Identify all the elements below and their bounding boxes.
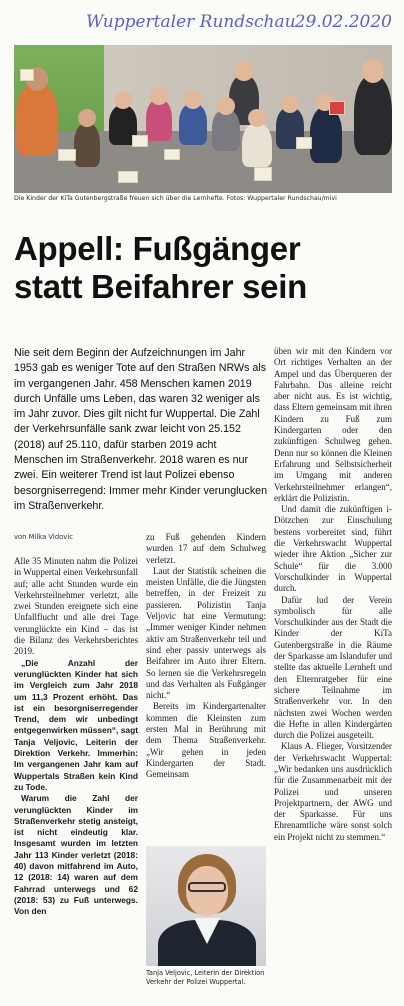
headline-line: Appell: Fußgänger xyxy=(14,230,301,267)
paragraph: zu Fuß gehenden Kindern wurden 17 auf dem Schulweg verletzt. xyxy=(146,532,266,565)
paragraph-bold xyxy=(14,793,138,917)
handwritten-annotation xyxy=(86,12,398,42)
paragraph: Dafür lud der Verein symbolisch für alle Vorschulkinder aus der Stadt die Kinder der KiTa Gutenbergstraße in die Räume der Sparkasse am Islandufer und stellte das aktuelle Lernheft und den Elternratgeber für eine sichere Teilnahme im Straßenverkehr vor. In den nächsten zwei Wochen werden die Hefte in allen Kindergärten durch die Polizei ausgeteilt. xyxy=(274,594,392,741)
group-photo xyxy=(14,45,392,193)
headline-line: statt Beifahrer sein xyxy=(14,268,307,305)
paragraph: üben wir mit den Kindern vor Ort richtiges Verhalten an der Ampel und das Überqueren der Fahrbahn. Das alleine reicht aber nicht aus. Es ist wichtig, dass Eltern gemeinsam mit ihren Kindern zu Fuß zum Kindergarten oder den zukünftigen Schulweg gehen. Denn nur so können die Kleinen Erfahrung und Selbstsicherheit im Umgang mit anderen Verkehrsteilnehmer erlangen“, erklärt die Polizistin. xyxy=(274,346,392,503)
paragraph-bold xyxy=(14,658,138,794)
photo-caption: Die Kinder der KiTa Gutenbergstraße freuen sich über die Lernhefte. Fotos: Wuppertaler Rundschau/mivi xyxy=(14,195,337,202)
portrait-photo xyxy=(146,846,266,966)
paragraph: Bereits im Kindergartenalter kommen die Kleinsten zum ersten Mal in Berührung mit dem Thema Straßenverkehr. „Wir gehen in jeden Kindergarten der Stadt. Gemeinsam xyxy=(146,701,266,780)
lead-paragraph: Nie seit dem Beginn der Aufzeichnungen im Jahr 1953 gab es weniger Tote auf den Straßen NRWs als im vergangenen Jahr. 458 Menschen kamen 2019 durch Unfälle ums Leben, das waren 32 weniger als im Jahr zuvor. Dies gilt nicht fur Wuppertal. Die Zahl der Verkehrsunfälle sank zwar leicht von 25.152 (2018) auf 25.110, dafür starben 2019 acht Menschen im Straßenverkehr. 2018 waren es nur zwei. Ein weiterer Trend ist laut Polizei ebenso besorgniserregend: Immer mehr Kinder verunglucken im Straßenverkehr. xyxy=(14,347,268,512)
article-column-3 xyxy=(274,346,392,843)
article-column-2 xyxy=(146,532,266,781)
annotation-date: 29.02.2020 xyxy=(294,12,392,32)
article-column-1 xyxy=(14,556,138,918)
bold-text: Warum die Zahl der verunglückten Kinder im Straßenverkehr stetig ansteigt, ist nicht eindeutig klar. Insgesamt wurden im letzten Jahr 113 Kinder verletzt (2018: 40) davon mitfahrend im Auto, 12 (2018: 14) waren auf dem Fahrrad unterwegs und 62 (2018: 53) zu Fuß unterwegs. Von den xyxy=(14,793,138,917)
headline xyxy=(14,230,392,306)
paragraph: Klaus A. Flieger, Vorsitzender der Verkehrswacht Wuppertal: „Wir bedanken uns ausdrücklich für die Zusammenarbeit mit der Polizei und unseren Projektpartnern, der AWG und der Sparkasse. Für uns Ehrenamtliche wäre sonst solch ein Projekt nicht zu stemmen.“ xyxy=(274,741,392,842)
bold-quote: „Die Anzahl der verunglückten Kinder hat sich im Vergleich zum Jahr 2018 um 11,3 Prozent erhöht. Das ist ein besorgniserregender Trend, dem wir unbedingt entgegenwirken müssen“, sagt Tanja Veljovic, Leiterin der Direktion Verkehr. Immerhin: Im vergangenen Jahr kam auf Wuppertals Straßen kein Kind zu Tode. xyxy=(14,657,138,792)
paragraph: Und damit die zukünftigen i-Dötzchen zur Einschulung bestens vorbereitet sind, führt die Verkehrswacht Wuppertal wieder ihre Aktion „Sicher zur Schule“ für die 3.000 Vorschulkinder in Wuppertal durch. xyxy=(274,504,392,594)
portrait-caption: Tanja Veljovic, Leiterin der Direktion Verkehr der Polizei Wuppertal. xyxy=(146,969,265,986)
byline: von Milka Vidovic xyxy=(14,533,73,541)
paragraph: Laut der Statistik scheinen die meisten Unfälle, die die Jüngsten betreffen, in der Freizeit zu passieren. Polizistin Tanja Veljovic hat eine Vermutung: „Immer weniger Kinder nehmen aktiv am Straßenverkehr teil und sind eher passiv unterwegs als Beifahrer im Auto ihrer Eltern. So lernen sie die Verkehrsregeln und das Verhalten als Fußgänger nicht.“ xyxy=(146,565,266,701)
annotation-source: Wuppertaler Rundschau xyxy=(86,12,296,32)
paragraph: Alle 35 Minuten nahm die Polizei in Wuppertal einen Verkehrsunfall auf; alle acht Stunden wurde ein Verkehrsteilnehmer verletzt, alle zwei Stunden ereignete sich eine Unfallflucht und alle drei Tage verunglückte ein Kind – das ist die Bilanz des Verkehrsberichtes 2019. xyxy=(14,556,138,657)
